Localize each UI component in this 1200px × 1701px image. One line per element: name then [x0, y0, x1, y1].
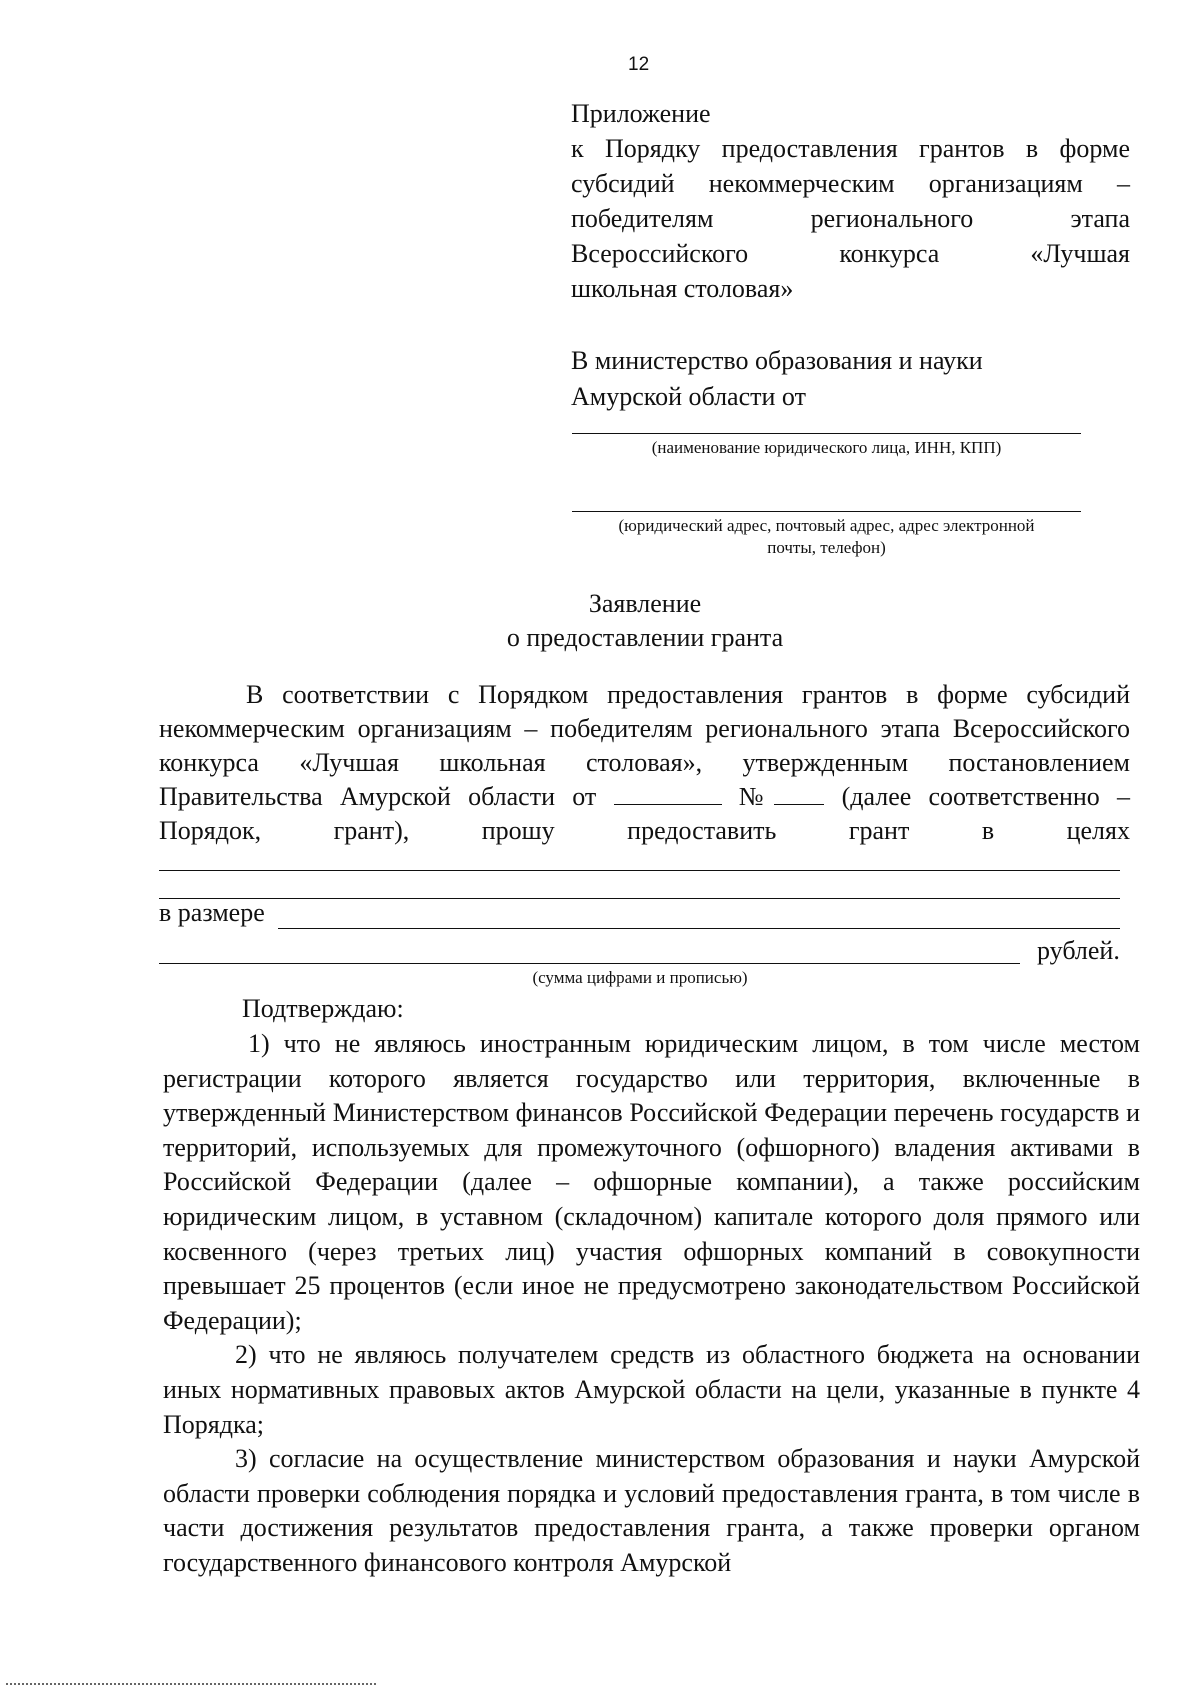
appendix-line: школьная столовая»	[571, 274, 794, 303]
intro-text-continued: (далее соответственно – Порядок, грант), прошу предоставить грант в целях	[159, 782, 1131, 845]
document-title: Заявление	[588, 589, 702, 618]
amount-line	[278, 928, 1120, 929]
date-blank	[614, 780, 722, 805]
address-caption-line: (юридический адрес, почтовый адрес, адрес электронной	[618, 516, 1035, 535]
page-number: 12	[628, 54, 650, 75]
addressee-line: Амурской области от	[571, 382, 806, 411]
scan-edge-mark	[6, 1683, 376, 1685]
addressee-block	[571, 343, 1081, 415]
currency-label: рублей.	[1037, 936, 1120, 965]
intro-text: В соответствии с Порядком предоставления грантов в форме субсидий некоммерческим организациям – победителям регионального этапа Всероссийского конкурса «Лучшая школьная столовая», утвержденным постановлением Правительства Амурской области от	[159, 680, 1130, 811]
address-field-line	[572, 511, 1081, 512]
number-sign: №	[738, 782, 775, 811]
list-item: 1) что не являюсь иностранным юридическим лицом, в том числе местом регистрации которого является государство или территория, включенные в утвержденный Министерством финансов Российской Федерации перечень государств и территорий, используемых для промежуточного (офшорного) владения активами в Российской Федерации (далее – офшорные компании), а также российским юридическим лицом, в уставном (складочном) капитале которого доля прямого или косвенного (через третьих лиц) участия офшорных компаний в совокупности превышает 25 процентов (если иное не предусмотрено законодательством Российской Федерации);	[163, 1029, 1140, 1335]
addressee-line: В министерство образования и науки	[571, 346, 983, 375]
list-item: 3) согласие на осуществление министерством образования и науки Амурской области проверки соблюдения порядка и условий предоставления гранта, в том числе в части достижения результатов предоставления гранта, а также проверки органом государственного финансового контроля Амурской	[163, 1444, 1140, 1577]
amount-line	[159, 963, 1020, 964]
purpose-line	[159, 870, 1120, 871]
legal-entity-field-line	[572, 433, 1081, 434]
number-blank	[774, 780, 824, 805]
appendix-line: субсидий некоммерческим организациям –	[571, 169, 1130, 198]
appendix-block	[571, 96, 1130, 306]
list-item: 2) что не являюсь получателем средств из областного бюджета на основании иных нормативных правовых актов Амурской области на цели, указанные в пункте 4 Порядка;	[163, 1340, 1140, 1439]
appendix-line: Всероссийского конкурса «Лучшая	[571, 239, 1130, 268]
purpose-line	[159, 898, 1120, 899]
document-subtitle: о предоставлении гранта	[506, 623, 784, 652]
amount-label: в размере	[159, 898, 265, 927]
confirmation-list	[163, 1027, 1140, 1581]
appendix-line: победителям регионального этапа	[571, 204, 1130, 233]
appendix-line: к Порядку предоставления грантов в форме	[571, 134, 1130, 163]
address-caption-line: почты, телефон)	[767, 538, 886, 557]
confirm-heading: Подтверждаю:	[242, 994, 404, 1023]
intro-paragraph	[159, 678, 1130, 848]
legal-entity-caption: (наименование юридического лица, ИНН, КПП)	[651, 438, 1002, 457]
appendix-heading: Приложение	[571, 99, 711, 128]
address-caption	[572, 515, 1081, 559]
amount-caption: (сумма цифрами и прописью)	[532, 968, 748, 987]
